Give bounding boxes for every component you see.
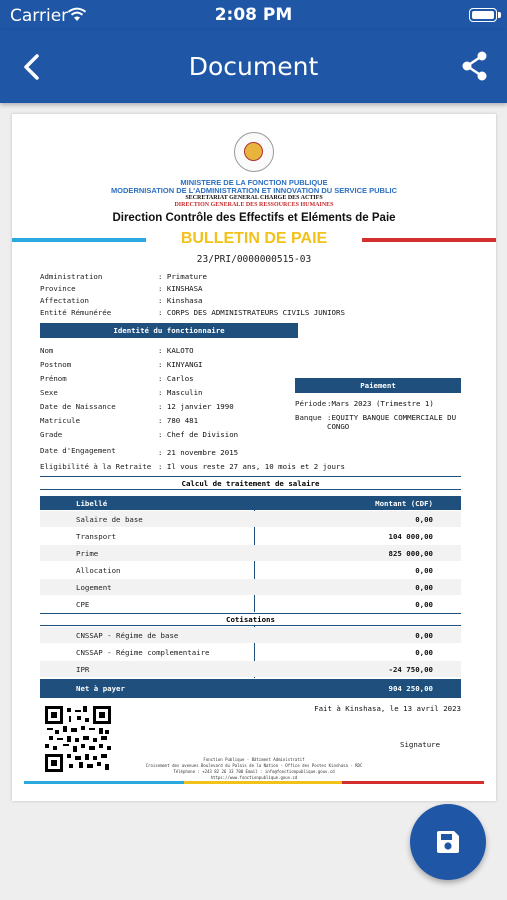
navigation-bar: [0, 30, 507, 103]
salary-row: Allocation 0,00: [76, 566, 433, 575]
footer-bar-red: [342, 781, 484, 784]
col-libelle: Libellé: [76, 499, 108, 508]
footer-line: https://www.fonctionpublique.gouv.cd: [210, 775, 298, 780]
payment-value: :Mars 2023 (Trimestre 1): [327, 399, 434, 408]
info-label: Administration: [40, 272, 103, 281]
salary-row: Transport 104 000,00: [76, 532, 433, 541]
net-pay-label: Net à payer: [76, 684, 125, 693]
ministry-title: MINISTERE DE LA FONCTION PUBLIQUE: [180, 178, 328, 187]
footer-line: Téléphone : +243 82 26 33 700 Email : info@fonctionpublique.gouv.cd: [173, 769, 335, 774]
save-button[interactable]: [410, 804, 486, 880]
identity-label: Nom: [40, 346, 54, 355]
identity-label: Date de Naissance: [40, 402, 116, 411]
identity-value: : Chef de Division: [158, 430, 239, 439]
identity-label: Postnom: [40, 360, 72, 369]
salary-row: Logement 0,00: [40, 579, 461, 595]
footer-line: Croisement des avenues Boulevard du Palais de la Nation - Office des Postes Kinshasa - RDC: [145, 763, 363, 768]
direction-title: Direction Contrôle des Effectifs et Eléments de Paie: [112, 212, 396, 224]
payment-label: Banque: [295, 413, 322, 422]
salary-row: Prime 825 000,00: [40, 545, 461, 561]
info-label: Affectation: [40, 296, 89, 305]
salary-row: CPE 0,00: [76, 600, 433, 609]
cotisation-row: CNSSAP - Régime complementaire 0,00: [76, 648, 433, 657]
net-pay-row: [40, 679, 461, 698]
identity-label: Date d'Engagement: [40, 446, 116, 455]
identity-value: : KALOTO: [158, 346, 194, 355]
battery-icon: [469, 8, 497, 22]
payment-header: Paiement: [295, 378, 461, 393]
info-value: : Primature: [158, 272, 207, 281]
bulletin-title: BULLETIN DE PAIE: [180, 230, 328, 247]
share-icon[interactable]: [460, 50, 490, 82]
save-icon: [435, 829, 461, 855]
place-date: Fait à Kinshasa, le 13 avril 2023: [314, 704, 461, 713]
identity-value: : 780 481: [158, 416, 199, 425]
footer-bar-yellow: [184, 781, 342, 784]
cotisation-row: IPR -24 750,00: [40, 661, 461, 677]
page-title: Document: [188, 52, 319, 81]
payment-label: Période: [295, 399, 327, 408]
identity-label: Grade: [40, 430, 63, 439]
info-value: : KINSHASA: [158, 284, 203, 293]
net-pay-amount: 904 250,00: [388, 684, 433, 693]
reference-number: 23/PRI/0000000515-03: [196, 254, 312, 265]
clock: 2:08 PM: [214, 5, 293, 25]
payment-value: :EQUITY BANQUE COMMERCIALE DU CONGO: [327, 413, 457, 431]
info-label: Entité Rémunérée: [40, 308, 112, 317]
signature-label: Signature: [400, 740, 441, 749]
status-bar: [0, 0, 507, 30]
identity-header: Identité du fonctionnaire: [40, 323, 298, 338]
identity-label: Prénom: [40, 374, 67, 383]
carrier-label: Carrier: [10, 6, 69, 26]
identity-value: : KINYANGI: [158, 360, 203, 369]
identity-label: Matricule: [40, 416, 81, 425]
info-value: : Kinshasa: [158, 296, 203, 305]
identity-value: : Il vous reste 27 ans, 10 mois et 2 jours: [158, 462, 345, 471]
info-value: : CORPS DES ADMINISTRATEURS CIVILS JUNIORS: [158, 308, 345, 317]
direction-generale-title: DIRECTION GENERALE DES RESSOURCES HUMAINES: [174, 202, 334, 208]
identity-value: : Carlos: [158, 374, 194, 383]
footer-line: Fonction Publique - Bâtiment Administratif: [203, 757, 305, 762]
payslip-document[interactable]: [12, 114, 496, 801]
identity-label: Sexe: [40, 388, 58, 397]
salary-row: Salaire de base 0,00: [40, 511, 461, 527]
info-label: Province: [40, 284, 76, 293]
cotisations-title: Cotisations: [40, 613, 461, 626]
footer-bar-blue: [24, 781, 184, 784]
identity-value: : 21 novembre 2015: [158, 448, 239, 457]
cotisation-row: CNSSAP - Régime de base 0,00: [40, 627, 461, 643]
identity-label: Eligibilité à la Retraite: [40, 462, 152, 471]
calc-title: Calcul de traitement de salaire: [40, 476, 461, 490]
modernisation-title: MODERNISATION DE L'ADMINISTRATION ET INNOVATION DU SERVICE PUBLIC: [110, 186, 398, 195]
coat-of-arms-seal: [234, 132, 274, 172]
salary-table-header: [40, 496, 461, 510]
identity-value: : 12 janvier 1990: [158, 402, 234, 411]
secretariat-title: SECRETARIAT GENERAL CHARGE DES ACTIFS: [185, 195, 323, 201]
col-montant: Montant (CDF): [375, 499, 433, 508]
identity-value: : Masculin: [158, 388, 203, 397]
